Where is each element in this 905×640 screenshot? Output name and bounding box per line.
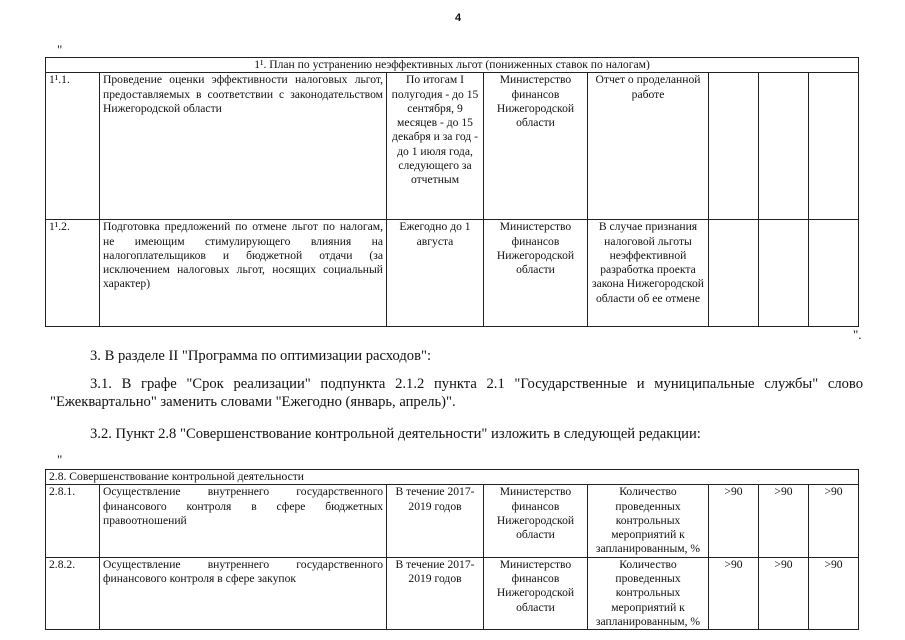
measure-text: Осуществление внутреннего государственного финансового контроля в сфере бюджетных правоотношений bbox=[100, 485, 387, 557]
closing-quote: ". bbox=[853, 327, 862, 342]
paragraph-3-1: 3.1. В графе "Срок реализации" подпункта 2.1.2 пункта 2.1 "Государственные и муниципальные службы" слово "Ежеквартально" заменить словами "Ежегодно (январь, апрель)". bbox=[50, 376, 863, 410]
expected-result: Количество проведенных контрольных мероприятий к запланированным, % bbox=[588, 557, 709, 629]
expected-result: В случае признания налоговой льготы неэффективной разработка проекта закона Нижегородской области об ее отмене bbox=[588, 220, 709, 327]
table-ineffective-benefits bbox=[45, 57, 859, 327]
opening-quote: " bbox=[57, 452, 63, 467]
value-2019: >90 bbox=[809, 485, 859, 557]
page-number: 4 bbox=[455, 12, 462, 24]
measure-text: Подготовка предложений по отмене льгот по налогам, не имеющим стимулирующего влияния на налогоплательщиков и бюджетной отдачи (за исключением налоговых льгот, носящих социальный характер) bbox=[100, 220, 387, 327]
row-number: 1¹.2. bbox=[46, 220, 100, 327]
row-number: 2.8.1. bbox=[46, 485, 100, 557]
row-number: 1¹.1. bbox=[46, 73, 100, 220]
deadline: По итогам I полугодия - до 15 сентября, 9 месяцев - до 15 декабря и за год - до 1 июля года, следующего за отчетным bbox=[387, 73, 484, 220]
value-2018 bbox=[759, 73, 809, 220]
value-2017: >90 bbox=[709, 557, 759, 629]
deadline: Ежегодно до 1 августа bbox=[387, 220, 484, 327]
measure-text: Осуществление внутреннего государственного финансового контроля в сфере закупок bbox=[100, 557, 387, 629]
table-row bbox=[46, 220, 859, 327]
table-row bbox=[46, 73, 859, 220]
value-2018: >90 bbox=[759, 557, 809, 629]
value-2019 bbox=[809, 73, 859, 220]
value-2017 bbox=[709, 73, 759, 220]
expected-result: Количество проведенных контрольных мероприятий к запланированным, % bbox=[588, 485, 709, 557]
deadline: В течение 2017-2019 годов bbox=[387, 485, 484, 557]
measure-text: Проведение оценки эффективности налоговых льгот, предоставляемых в соответствии с законодательством Нижегородской области bbox=[100, 73, 387, 220]
deadline: В течение 2017-2019 годов bbox=[387, 557, 484, 629]
value-2017 bbox=[709, 220, 759, 327]
paragraph-3: 3. В разделе II "Программа по оптимизации расходов": bbox=[90, 348, 431, 364]
value-2018: >90 bbox=[759, 485, 809, 557]
value-2017: >90 bbox=[709, 485, 759, 557]
executor: Министерство финансов Нижегородской области bbox=[484, 73, 588, 220]
paragraph-3-2: 3.2. Пункт 2.8 "Совершенствование контрольной деятельности" изложить в следующей редакции: bbox=[90, 426, 701, 442]
value-2018 bbox=[759, 220, 809, 327]
opening-quote: " bbox=[57, 42, 63, 57]
executor: Министерство финансов Нижегородской области bbox=[484, 220, 588, 327]
value-2019: >90 bbox=[809, 557, 859, 629]
value-2019 bbox=[809, 220, 859, 327]
executor: Министерство финансов Нижегородской области bbox=[484, 485, 588, 557]
table-row bbox=[46, 485, 859, 557]
table-section-header: 1¹. План по устранению неэффективных льгот (пониженных ставок по налогам) bbox=[46, 58, 859, 73]
table-control-activity bbox=[45, 469, 859, 630]
expected-result: Отчет о проделанной работе bbox=[588, 73, 709, 220]
table-section-header: 2.8. Совершенствование контрольной деятельности bbox=[46, 470, 859, 485]
executor: Министерство финансов Нижегородской области bbox=[484, 557, 588, 629]
table-row bbox=[46, 557, 859, 629]
row-number: 2.8.2. bbox=[46, 557, 100, 629]
